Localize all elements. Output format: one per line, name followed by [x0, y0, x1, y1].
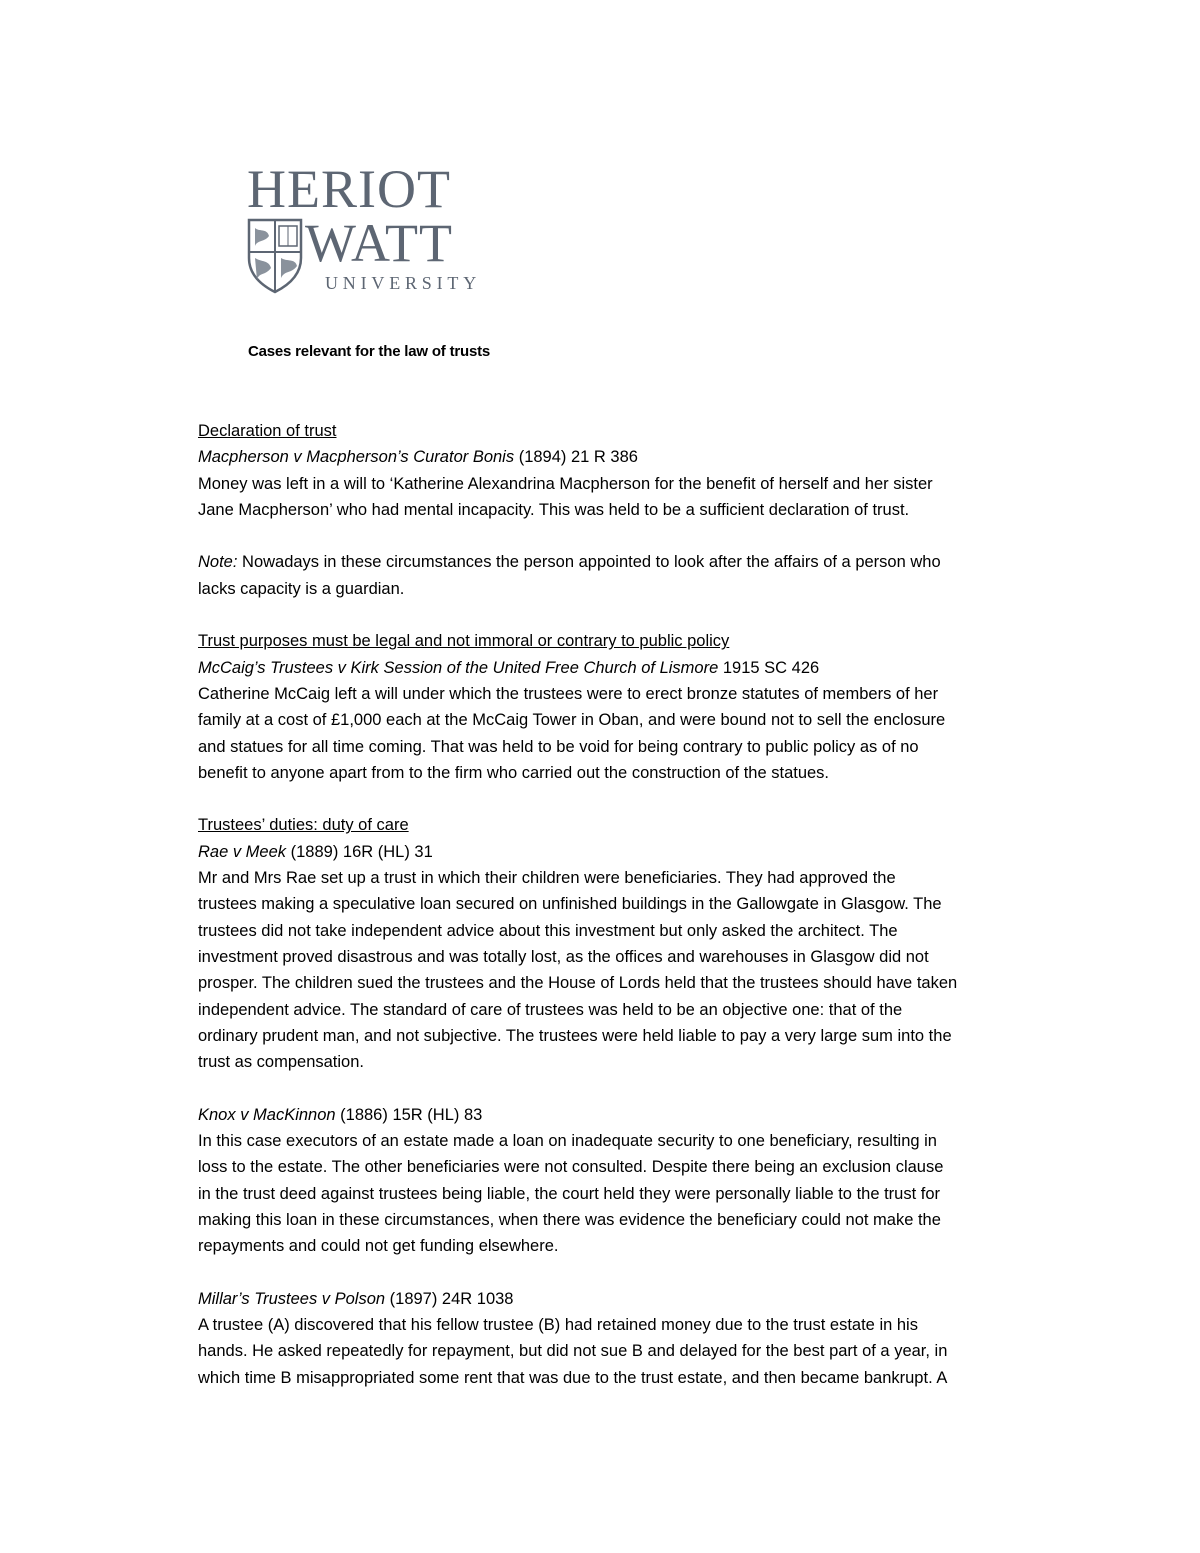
paragraph-line: A trustee (A) discovered that his fellow trustee (B) had retained money due to the trust estate in his — [198, 1316, 918, 1335]
case-citation — [198, 1286, 1078, 1312]
section-heading: Trust purposes must be legal and not immoral or contrary to public policy — [198, 632, 730, 651]
paragraph-line: Money was left in a will to ‘Katherine Alexandrina Macpherson for the benefit of herself and her sister — [198, 474, 933, 493]
crest-shield-icon — [247, 218, 303, 294]
paragraph-line: repayments and could not get funding elsewhere. — [198, 1237, 559, 1256]
paragraph-line: trust as compensation. — [198, 1053, 364, 1072]
document-title: Cases relevant for the law of trusts — [248, 343, 491, 360]
paragraph-line: family at a cost of £1,000 each at the McCaig Tower in Oban, and were bound not to sell the enclosure — [198, 711, 946, 730]
case-reference: (1897) 24R 1038 — [385, 1289, 514, 1308]
note-text: Nowadays in these circumstances the person appointed to look after the affairs of a person who — [237, 553, 941, 572]
case-citation — [198, 839, 1078, 865]
case-citation — [198, 1102, 1078, 1128]
paragraph-line: ordinary prudent man, and not subjective. The trustees were held liable to pay a very large sum into the — [198, 1026, 952, 1045]
paragraph-line: lacks capacity is a guardian. — [198, 579, 405, 598]
case-citation — [198, 444, 1078, 470]
logo-line-watt: WATT — [305, 213, 453, 273]
case-name: Knox v MacKinnon — [198, 1105, 336, 1124]
paragraph-line: hands. He asked repeatedly for repayment, but did not sue B and delayed for the best part of a year, in — [198, 1342, 948, 1361]
case-reference: 1915 SC 426 — [718, 658, 820, 677]
paragraph-line: benefit to anyone apart from to the firm who carried out the construction of the statues. — [198, 763, 830, 782]
case-reference: (1889) 16R (HL) 31 — [286, 842, 433, 861]
paragraph-line: investment proved disastrous and was totally lost, as the offices and warehouses in Glasgow did not — [198, 947, 929, 966]
paragraph-line: In this case executors of an estate made a loan on inadequate security to one beneficiary, resulting in — [198, 1132, 937, 1151]
case-name: Macpherson v Macpherson’s Curator Bonis — [198, 448, 515, 467]
paragraph-line: Mr and Mrs Rae set up a trust in which their children were beneficiaries. They had approved the — [198, 869, 896, 888]
logo-line-heriot: HERIOT — [247, 159, 451, 219]
paragraph-line: independent advice. The standard of care of trustees was held to be an objective one: that of the — [198, 1000, 903, 1019]
document-body — [198, 418, 1078, 1391]
case-reference: (1886) 15R (HL) 83 — [335, 1105, 483, 1124]
paragraph-line: prosper. The children sued the trustees and the House of Lords held that the trustees should have taken — [198, 974, 958, 993]
note-line — [198, 549, 1078, 575]
case-name: Millar’s Trustees v Polson — [198, 1289, 386, 1308]
note-label: Note: — [198, 553, 238, 572]
paragraph-line: which time B misappropriated some rent that was due to the trust estate, and then became bankrupt. A — [198, 1368, 948, 1387]
paragraph-line: and statues for all time coming. That was held to be void for being contrary to public policy as of no — [198, 737, 919, 756]
case-name: McCaig’s Trustees v Kirk Session of the United Free Church of Lismore — [198, 658, 719, 677]
paragraph-line: Jane Macpherson’ who had mental incapacity. This was held to be a sufficient declaration of trust. — [198, 500, 910, 519]
logo-line-university: UNIVERSITY — [325, 273, 481, 293]
paragraph-line: loss to the estate. The other beneficiaries were not consulted. Despite there being an exclusion clause — [198, 1158, 944, 1177]
case-reference: (1894) 21 R 386 — [514, 448, 638, 467]
paragraph-line: trustees making a speculative loan secured on unfinished buildings in the Gallowgate in Glasgow. The — [198, 895, 942, 914]
section-heading: Trustees’ duties: duty of care — [198, 816, 409, 835]
case-citation — [198, 655, 1078, 681]
paragraph-line: making this loan in these circumstances, when there was evidence the beneficiary could not make the — [198, 1210, 941, 1229]
paragraph-line: in the trust deed against trustees being liable, the court held they were personally liable to the trust for — [198, 1184, 941, 1203]
university-logo — [247, 159, 509, 296]
paragraph-line: trustees did not take independent advice about this investment but only asked the architect. The — [198, 921, 898, 940]
paragraph-line: Catherine McCaig left a will under which the trustees were to erect bronze statutes of members of her — [198, 684, 939, 703]
case-name: Rae v Meek — [198, 842, 287, 861]
section-heading: Declaration of trust — [198, 422, 337, 440]
